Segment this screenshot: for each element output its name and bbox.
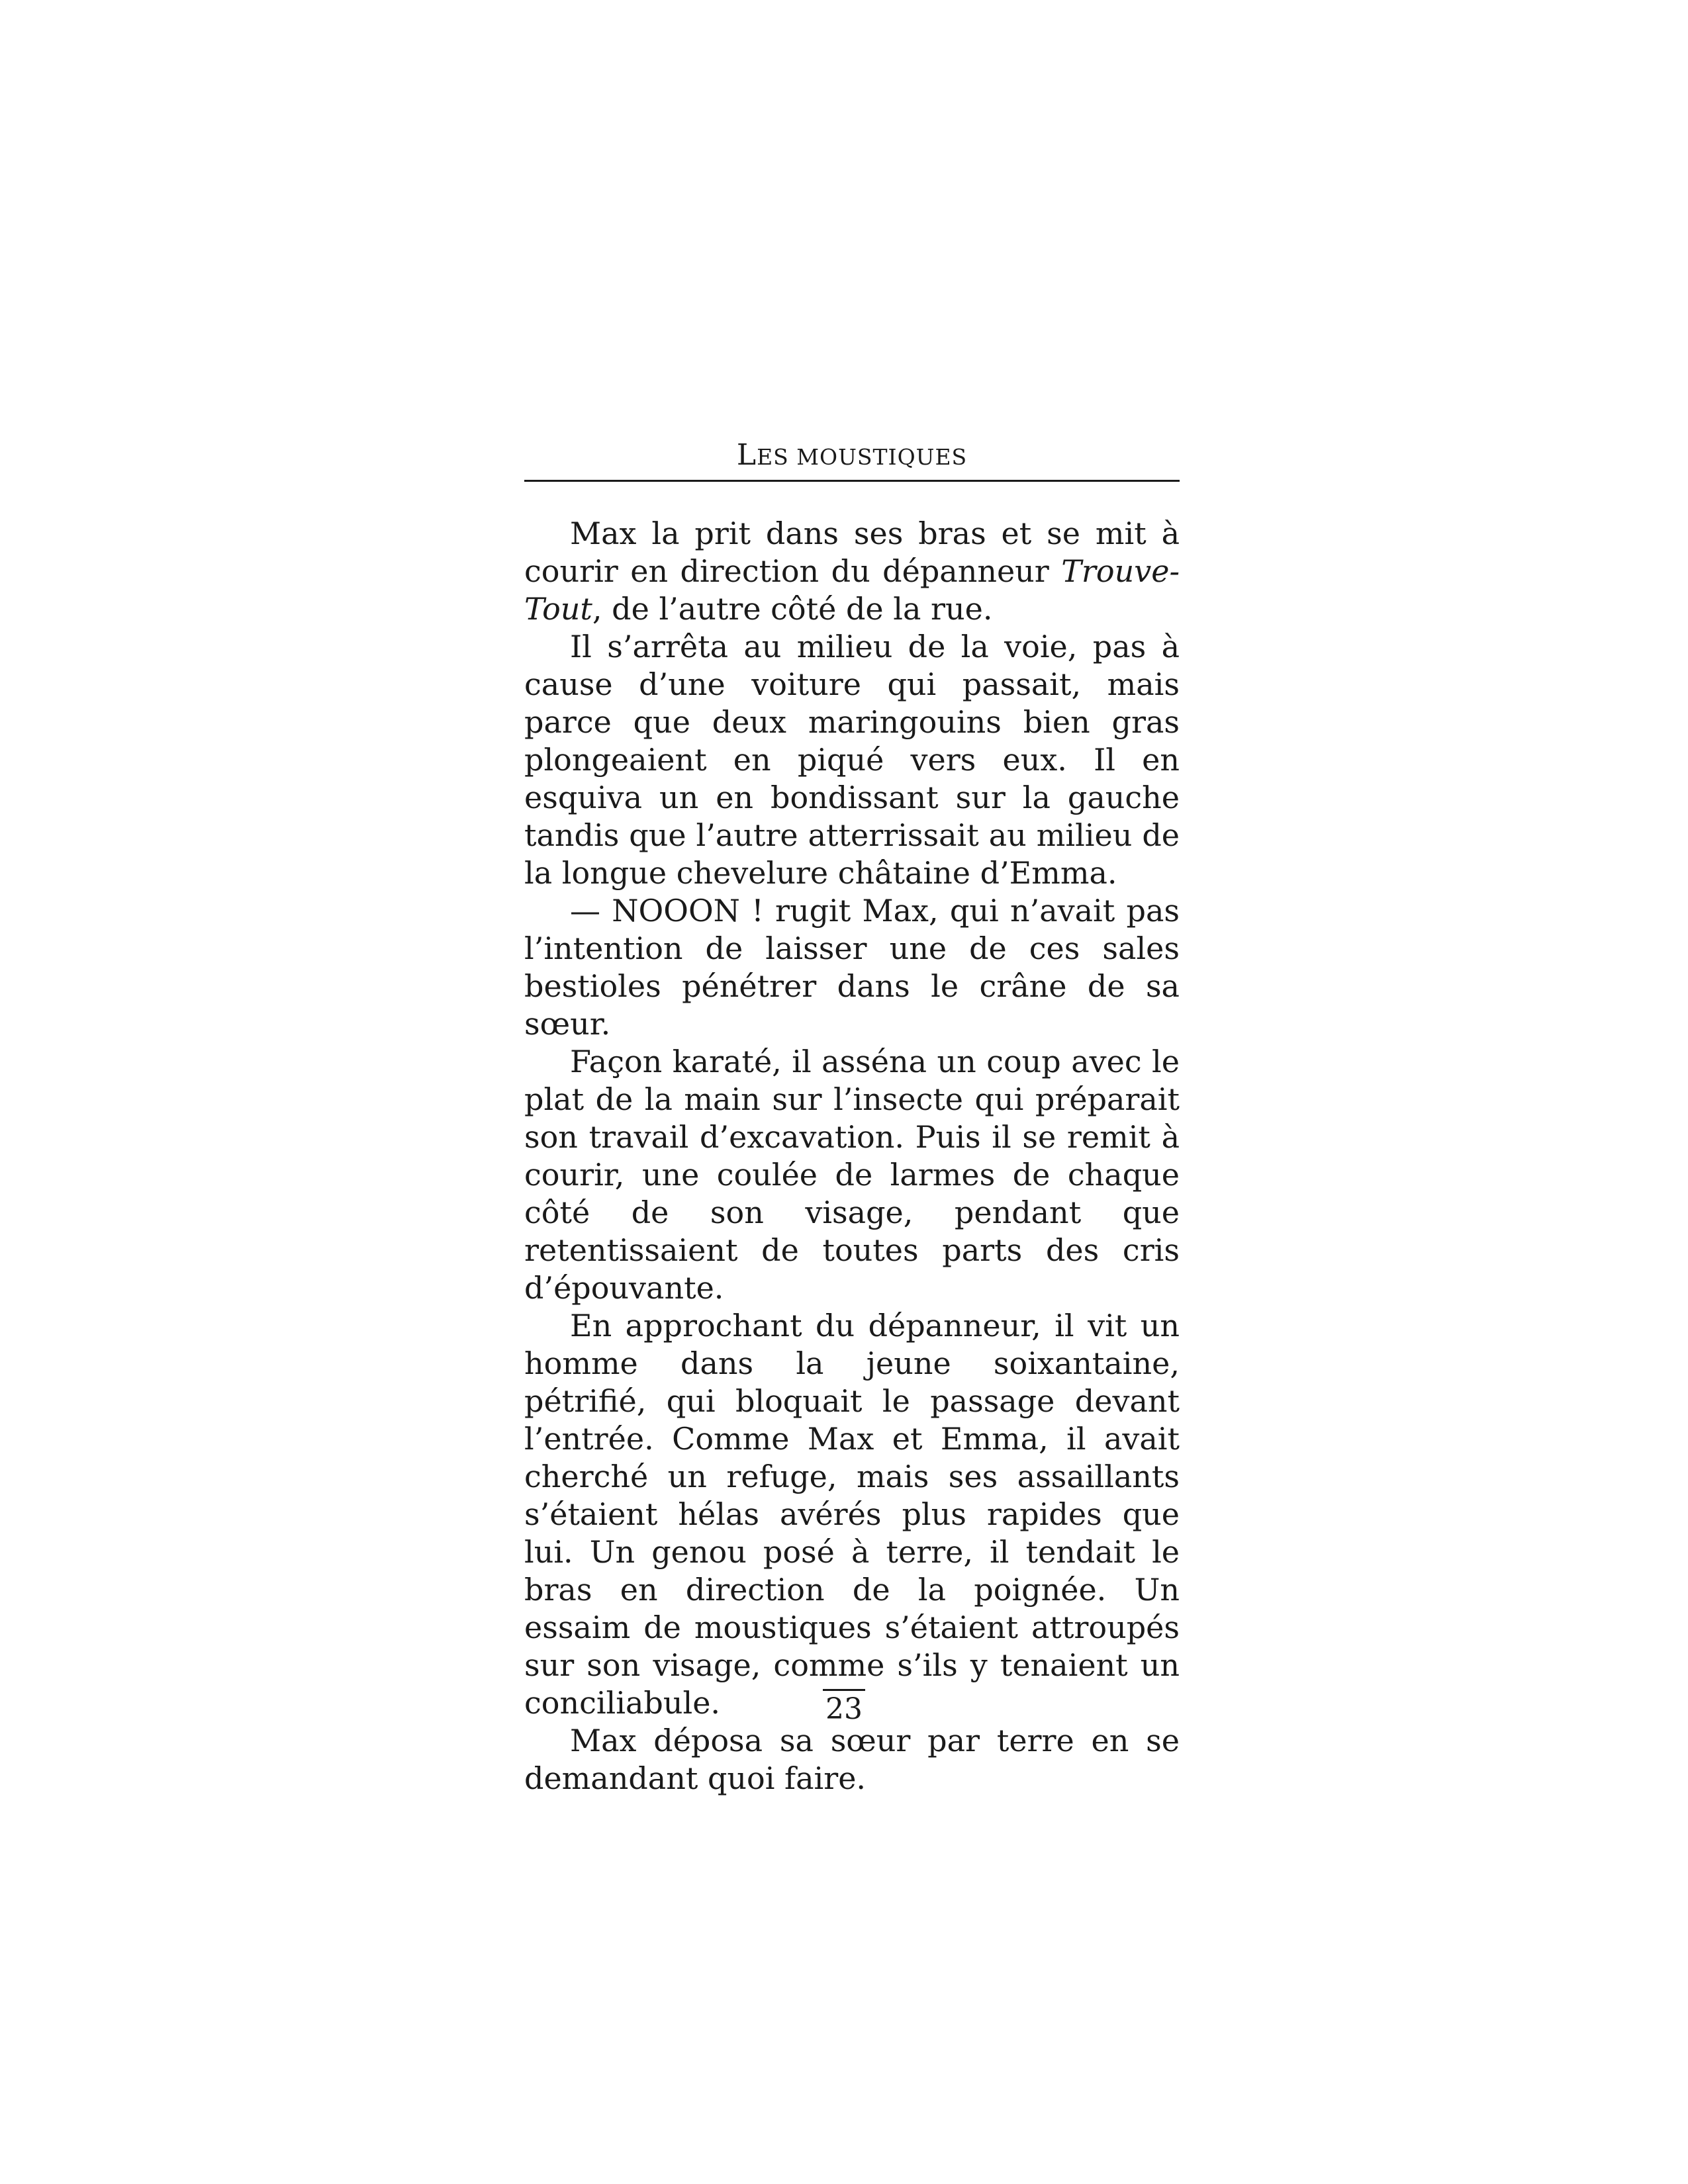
paragraph: Max déposa sa sœur par terre en se demandant quoi faire. bbox=[524, 1723, 1180, 1796]
paragraph: En approchant du dépanneur, il vit un homme dans la jeune soixantaine, pétrifié, qui bloquait le passage devant l’entrée. Comme Max et Emma, il avait cherché un refuge, mais ses assaillants s’étaient hélas avérés plus rapides que lui. Un genou posé à terre, il tendait le bras en direction de la poignée. Un essaim de moustiques s’étaient attroupés sur son visage, comme s’ils y tenaient un conciliabule. bbox=[524, 1308, 1180, 1721]
page-number-value: 23 bbox=[823, 1689, 865, 1728]
running-head-initial: L bbox=[736, 438, 757, 472]
text-block bbox=[524, 437, 1180, 1797]
paragraph: Façon karaté, il asséna un coup avec le plat de la main sur l’insecte qui préparait son travail d’excavation. Puis il se remit à courir, une coulée de larmes de chaque côté de son visage, pendant que retentissaient de toutes parts des cris d’épouvante. bbox=[524, 1044, 1180, 1306]
running-head bbox=[524, 437, 1180, 482]
paragraph-text: Max la prit dans ses bras et se mit à courir en direction du dépanneur bbox=[524, 516, 1180, 589]
paragraph: — NOOON ! rugit Max, qui n’avait pas l’intention de laisser une de ces sales bestioles pénétrer dans le crâne de sa sœur. bbox=[524, 893, 1180, 1042]
page-number bbox=[0, 1689, 1688, 1728]
paragraph-text: , de l’autre côté de la rue. bbox=[592, 591, 993, 627]
running-head-rest: ES MOUSTIQUES bbox=[757, 444, 968, 470]
body-text bbox=[524, 515, 1180, 1797]
paragraph bbox=[524, 515, 1180, 628]
store-name: Trouve-Tout bbox=[524, 553, 1180, 627]
paragraph: Il s’arrêta au milieu de la voie, pas à cause d’une voiture qui passait, mais parce que deux maringouins bien gras plongeaient en piqué vers eux. Il en esquiva un en bondissant sur la gauche tandis que l’autre atterrissait au milieu de la longue chevelure châtaine d’Emma. bbox=[524, 629, 1180, 891]
